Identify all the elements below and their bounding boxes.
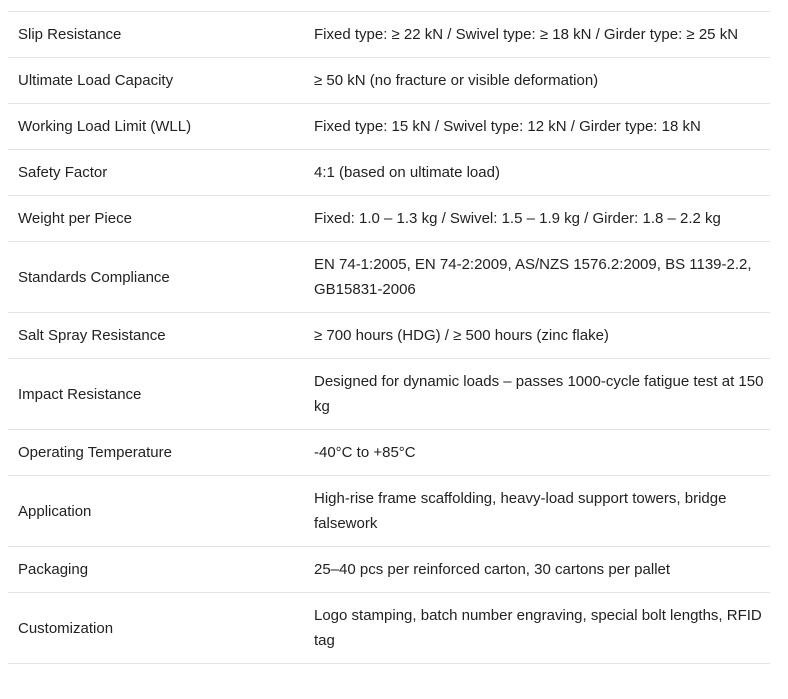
spec-label: Application [18,502,92,520]
spec-value: Logo stamping, batch number engraving, special bolt lengths, RFID tag [314,607,762,649]
specification-table [8,11,770,664]
table-row [8,593,770,664]
table-row [8,359,770,430]
spec-value: Designed for dynamic loads – passes 1000-cycle fatigue test at 150 kg [314,373,764,415]
table-row [8,476,770,547]
table-row [8,12,770,58]
spec-label: Weight per Piece [18,210,132,227]
spec-value: Fixed type: ≥ 22 kN / Swivel type: ≥ 18 kN / Girder type: ≥ 25 kN [314,26,739,43]
spec-value: High-rise frame scaffolding, heavy-load support towers, bridge falsework [314,490,727,532]
table-row [8,242,770,313]
spec-label: Customization [18,619,114,637]
spec-value: 25–40 pcs per reinforced carton, 30 cartons per pallet [314,561,671,578]
spec-value: 4:1 (based on ultimate load) [314,164,500,181]
spec-label: Slip Resistance [18,26,122,43]
table-row [8,150,770,196]
table-row [8,104,770,150]
spec-label: Working Load Limit (WLL) [18,118,192,135]
spec-value: Fixed: 1.0 – 1.3 kg / Swivel: 1.5 – 1.9 kg / Girder: 1.8 – 2.2 kg [314,210,721,227]
spec-label: Standards Compliance [18,268,170,286]
spec-label: Safety Factor [18,164,108,181]
table-row [8,313,770,359]
spec-value: EN 74-1:2005, EN 74-2:2009, AS/NZS 1576.2:2009, BS 1139-2.2, GB15831-2006 [314,256,752,298]
spec-label: Ultimate Load Capacity [18,72,174,89]
spec-value: -40°C to +85°C [314,444,416,461]
table-row [8,547,770,593]
spec-label: Impact Resistance [18,385,142,403]
spec-label: Operating Temperature [18,444,172,461]
spec-value: ≥ 700 hours (HDG) / ≥ 500 hours (zinc flake) [314,327,609,344]
spec-value: Fixed type: 15 kN / Swivel type: 12 kN / Girder type: 18 kN [314,118,701,135]
table-row [8,196,770,242]
spec-value: ≥ 50 kN (no fracture or visible deformation) [314,72,599,89]
table-row [8,430,770,476]
spec-label: Packaging [18,561,89,578]
table-row [8,58,770,104]
spec-label: Salt Spray Resistance [18,327,166,344]
